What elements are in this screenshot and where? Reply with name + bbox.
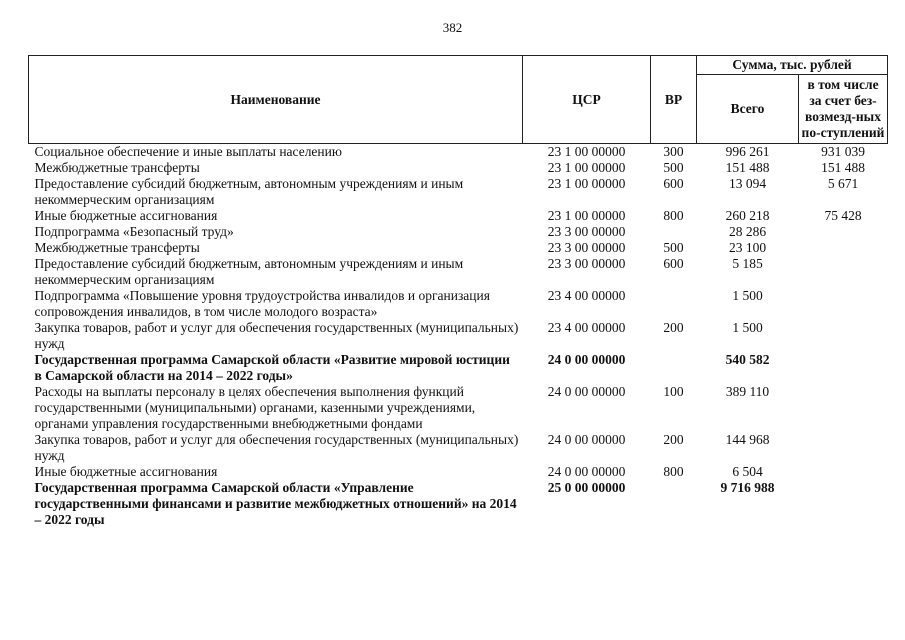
row-csr: 24 0 00 00000 (547, 384, 626, 399)
row-name: Закупка товаров, работ и услуг для обеспечения государственных (муниципальных) нужд (34, 320, 519, 351)
row-vr: 300 (663, 144, 684, 159)
row-total: 1 500 (732, 320, 763, 335)
row-csr: 24 0 00 00000 (547, 432, 626, 447)
row-grants: 5 671 (827, 176, 859, 191)
row-csr: 25 0 00 00000 (547, 480, 626, 495)
row-name: Расходы на выплаты персоналу в целях обеспечения выполнения функций государственными (муниципальными) органами, казенными учреждениями, органами управления государственными внебюджетными фондами (34, 384, 476, 431)
row-grants (799, 480, 888, 528)
table-row (29, 352, 888, 384)
row-vr: 200 (663, 432, 684, 447)
row-name: Государственная программа Самарской области «Развитие мировой юстиции в Самарской области на 2014 – 2022 годы» (34, 352, 510, 383)
row-name: Подпрограмма «Безопасный труд» (34, 224, 234, 239)
row-csr: 23 1 00 00000 (547, 160, 626, 175)
row-total: 389 110 (725, 384, 770, 399)
row-vr (651, 224, 697, 240)
table-row (29, 144, 888, 161)
row-grants (799, 352, 888, 384)
table-row (29, 160, 888, 176)
row-grants: 151 488 (821, 160, 865, 175)
row-vr: 100 (663, 384, 684, 399)
header-sum: Сумма, тыс. рублей (697, 56, 888, 75)
row-grants (799, 384, 888, 432)
row-csr: 23 3 00 00000 (547, 240, 626, 255)
row-total: 9 716 988 (720, 480, 775, 495)
table-row (29, 208, 888, 224)
row-grants (799, 240, 888, 256)
table-row (29, 384, 888, 432)
row-total: 28 286 (728, 224, 767, 239)
row-vr (651, 480, 697, 528)
row-total: 23 100 (728, 240, 767, 255)
table-row (29, 256, 888, 288)
row-name: Подпрограмма «Повышение уровня трудоустройства инвалидов и организация сопровождения инвалидов, в том числе молодого возраста» (34, 288, 490, 319)
row-grants: 931 039 (821, 144, 865, 159)
row-total: 6 504 (732, 464, 763, 479)
row-name: Иные бюджетные ассигнования (34, 464, 218, 479)
row-grants: 75 428 (824, 208, 862, 223)
table-body (29, 144, 888, 529)
row-name: Закупка товаров, работ и услуг для обеспечения государственных (муниципальных) нужд (34, 432, 519, 463)
table-row (29, 432, 888, 464)
table-row (29, 288, 888, 320)
row-name: Предоставление субсидий бюджетным, автономным учреждениям и иным некоммерческим организациям (34, 176, 464, 207)
row-csr: 23 3 00 00000 (547, 224, 626, 239)
row-total: 13 094 (728, 176, 767, 191)
row-vr: 500 (663, 240, 684, 255)
row-csr: 23 4 00 00000 (547, 320, 626, 335)
row-vr (651, 352, 697, 384)
row-name: Государственная программа Самарской области «Управление государственными финансами и развитие межбюджетных отношений» на 2014 – 2022 годы (34, 480, 517, 527)
row-vr: 600 (663, 256, 684, 271)
table-row (29, 320, 888, 352)
header-name: Наименование (29, 56, 523, 144)
table-row (29, 176, 888, 208)
table-row (29, 480, 888, 528)
row-name: Предоставление субсидий бюджетным, автономным учреждениям и иным некоммерческим организациям (34, 256, 464, 287)
row-name: Иные бюджетные ассигнования (34, 208, 218, 223)
row-vr: 200 (663, 320, 684, 335)
row-grants (799, 432, 888, 464)
header-csr: ЦСР (523, 56, 651, 144)
header-vr: ВР (651, 56, 697, 144)
row-grants (799, 464, 888, 480)
table-row (29, 224, 888, 240)
row-grants (799, 288, 888, 320)
row-csr: 23 1 00 00000 (547, 144, 626, 159)
budget-table (28, 55, 888, 528)
row-grants (799, 320, 888, 352)
row-vr: 800 (663, 208, 684, 223)
table-row (29, 240, 888, 256)
row-csr: 23 3 00 00000 (547, 256, 626, 271)
table-row (29, 464, 888, 480)
row-vr: 800 (663, 464, 684, 479)
row-total: 540 582 (725, 352, 770, 367)
row-total: 996 261 (725, 144, 770, 159)
row-total: 5 185 (732, 256, 763, 271)
page-number: 382 (442, 20, 463, 35)
row-total: 1 500 (732, 288, 763, 303)
row-grants (799, 256, 888, 288)
row-name: Социальное обеспечение и иные выплаты населению (34, 144, 342, 159)
row-csr: 23 1 00 00000 (547, 176, 626, 191)
header-grants: в том числе за счет без-возмезд-ных по-ступлений (799, 75, 888, 144)
row-vr: 500 (663, 160, 684, 175)
row-csr: 23 4 00 00000 (547, 288, 626, 303)
header-total: Всего (697, 75, 799, 144)
row-vr: 600 (663, 176, 684, 191)
row-vr (651, 288, 697, 320)
row-grants (799, 224, 888, 240)
row-name: Межбюджетные трансферты (34, 240, 200, 255)
row-name: Межбюджетные трансферты (34, 160, 200, 175)
row-total: 260 218 (725, 208, 770, 223)
table-header (29, 56, 888, 144)
row-csr: 24 0 00 00000 (547, 352, 626, 367)
row-total: 151 488 (725, 160, 770, 175)
row-csr: 23 1 00 00000 (547, 208, 626, 223)
row-total: 144 968 (725, 432, 770, 447)
row-csr: 24 0 00 00000 (547, 464, 626, 479)
